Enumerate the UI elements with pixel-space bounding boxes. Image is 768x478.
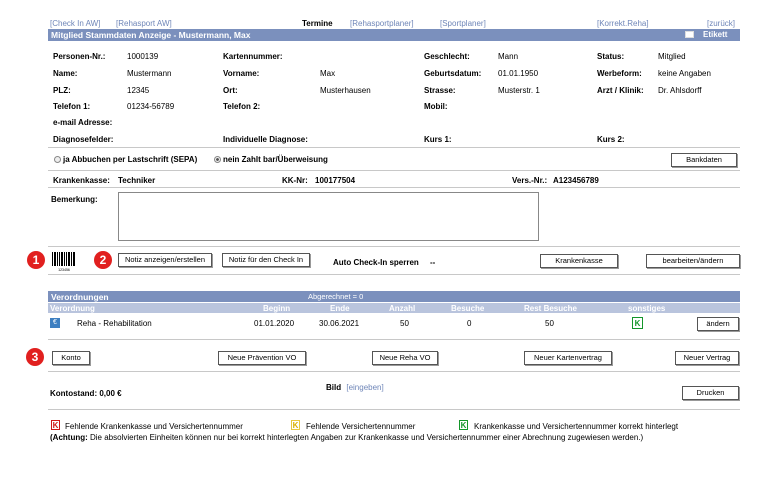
bemerkung-textarea[interactable] — [118, 192, 539, 241]
mobil-label: Mobil: — [424, 102, 448, 111]
krankenkasse-label: Krankenkasse: — [53, 176, 110, 185]
legend-yellow-text: Fehlende Versichertennummer — [306, 422, 416, 431]
bar-radio[interactable] — [214, 156, 221, 163]
nav-checkin-link[interactable]: [Check In AW] — [50, 19, 101, 28]
neuer-vertrag-button[interactable]: Neuer Vertrag — [675, 351, 739, 365]
col-ende: Ende — [330, 304, 350, 313]
neue-praevention-vo-button[interactable]: Neue Prävention VO — [218, 351, 306, 365]
nav-termine[interactable]: Termine — [302, 19, 333, 28]
bar-option[interactable] — [214, 155, 328, 164]
strasse-label: Strasse: — [424, 86, 456, 95]
personen-nr-value: 1000139 — [127, 52, 159, 61]
status-value: Mitglied — [658, 52, 686, 61]
bearbeiten-button[interactable]: bearbeiten/ändern — [646, 254, 740, 268]
ort-label: Ort: — [223, 86, 238, 95]
notiz-button[interactable]: Notiz anzeigen/erstellen — [118, 253, 212, 267]
col-rest-besuche: Rest Besuche — [524, 304, 577, 313]
marker-3: 3 — [26, 348, 44, 366]
werbeform-label: Werbeform: — [597, 69, 642, 78]
barcode-number: 123456 — [58, 268, 70, 272]
notiz-checkin-button[interactable]: Notiz für den Check In — [222, 253, 310, 267]
krankenkasse-button[interactable]: Krankenkasse — [540, 254, 618, 268]
geschlecht-value: Mann — [498, 52, 519, 61]
aendern-button[interactable]: ändern — [697, 317, 739, 331]
bankdaten-button[interactable]: Bankdaten — [671, 153, 737, 167]
legend-green-text: Krankenkasse und Versichertennummer korrekt hinterlegt — [474, 422, 679, 431]
row-besuche: 0 — [467, 319, 472, 328]
barcode-graphic — [52, 252, 76, 266]
verordnungen-bar — [48, 291, 740, 302]
marker-1: 1 — [27, 251, 45, 269]
drucken-button[interactable]: Drucken — [682, 386, 739, 400]
divider — [48, 246, 740, 247]
k-yellow-icon: K — [292, 421, 299, 430]
divider — [48, 371, 740, 372]
geburtsdatum-label: Geburtsdatum: — [424, 69, 482, 78]
barcode-icon[interactable] — [52, 252, 76, 270]
versnr-label: Vers.-Nr.: — [512, 176, 548, 185]
werbeform-value: keine Angaben — [658, 69, 711, 78]
col-anzahl: Anzahl — [389, 304, 416, 313]
col-verordnung: Verordnung — [50, 304, 95, 313]
kurs1-label: Kurs 1: — [424, 135, 452, 144]
divider — [48, 274, 740, 275]
kknr-label: KK-Nr: — [282, 176, 308, 185]
verordnungen-header — [48, 303, 740, 313]
kontostand: Kontostand: 0,00 € — [50, 389, 122, 398]
row-anzahl: 50 — [400, 319, 409, 328]
email-label: e-mail Adresse: — [53, 118, 113, 127]
bar-label: nein Zahlt bar/Überweisung — [223, 155, 328, 164]
vorname-label: Vorname: — [223, 69, 260, 78]
title-bar — [48, 29, 740, 41]
row-beginn: 01.01.2020 — [254, 319, 295, 328]
divider — [48, 409, 740, 410]
col-sonstiges: sonstiges — [628, 304, 666, 313]
row-rest-besuche: 50 — [545, 319, 554, 328]
row-ende: 30.06.2021 — [319, 319, 360, 328]
kknr-value: 100177504 — [315, 176, 356, 185]
etikett-label[interactable]: Etikett — [703, 30, 728, 39]
divider — [48, 187, 740, 188]
telefon2-label: Telefon 2: — [223, 102, 261, 111]
auto-checkin-label: Auto Check-In sperren — [333, 258, 419, 267]
divider — [48, 170, 740, 171]
strasse-value: Musterstr. 1 — [498, 86, 540, 95]
name-label: Name: — [53, 69, 78, 78]
name-value: Mustermann — [127, 69, 172, 78]
status-label: Status: — [597, 52, 625, 61]
legend-red-text: Fehlende Krankenkasse und Versichertennummer — [65, 422, 243, 431]
geschlecht-label: Geschlecht: — [424, 52, 470, 61]
abgerechnet-label: Abgerechnet = 0 — [308, 292, 364, 301]
neuer-kartenvertrag-button[interactable]: Neuer Kartenvertrag — [524, 351, 612, 365]
legend-note-bold: (Achtung: — [50, 433, 88, 442]
page-title: Mitglied Stammdaten Anzeige - Mustermann, Max — [51, 30, 251, 40]
plz-value: 12345 — [127, 86, 150, 95]
k-red-icon: K — [52, 421, 59, 430]
col-besuche: Besuche — [451, 304, 485, 313]
row-verordnung: Reha - Rehabilitation — [77, 319, 152, 328]
auto-checkin-value: -- — [430, 258, 436, 267]
arzt-label: Arzt / Klinik: — [597, 86, 644, 95]
plz-label: PLZ: — [53, 86, 71, 95]
telefon1-label: Telefon 1: — [53, 102, 91, 111]
legend-note-text: Die absolvierten Einheiten können nur bei korrekt hinterlegten Angaben zur Krankenkasse und Versichertennummer einer Abrechnung zugewiesen werden.) — [87, 433, 644, 442]
verordnungen-title: Verordnungen — [51, 292, 109, 302]
marker-2: 2 — [94, 251, 112, 269]
versnr-value: A123456789 — [553, 176, 599, 185]
nav-rehasportplaner-link[interactable]: [Rehasportplaner] — [350, 19, 414, 28]
personen-nr-label: Personen-Nr.: — [53, 52, 106, 61]
arzt-value: Dr. Ahlsdorff — [658, 86, 702, 95]
bild-section — [326, 383, 384, 392]
ort-value: Musterhausen — [320, 86, 371, 95]
bild-label: Bild — [326, 383, 342, 392]
nav-zurueck-link[interactable]: [zurück] — [707, 19, 736, 28]
nav-korrekt-reha-link[interactable]: [Korrekt.Reha] — [597, 19, 649, 28]
etikett-checkbox[interactable] — [685, 31, 694, 38]
sepa-option[interactable] — [54, 155, 197, 164]
krankenkasse-value: Techniker — [118, 176, 156, 185]
vorname-value: Max — [320, 69, 336, 78]
diagnosefelder-label: Diagnosefelder: — [53, 135, 114, 144]
individuelle-diagnose-label: Individuelle Diagnose: — [223, 135, 308, 144]
geburtsdatum-value: 01.01.1950 — [498, 69, 539, 78]
sepa-radio[interactable] — [54, 156, 61, 163]
kartennummer-label: Kartennummer: — [223, 52, 283, 61]
k-green-icon: K — [460, 421, 467, 430]
divider — [48, 147, 740, 148]
sepa-label: ja Abbuchen per Lastschrift (SEPA) — [63, 155, 198, 164]
euro-icon[interactable]: € — [50, 318, 60, 328]
k-status-icon: K — [632, 317, 643, 329]
divider — [48, 339, 740, 340]
col-beginn: Beginn — [263, 304, 291, 313]
kurs2-label: Kurs 2: — [597, 135, 625, 144]
telefon1-value: 01234-56789 — [127, 102, 175, 111]
legend-note — [50, 433, 643, 442]
bild-eingeben-link[interactable]: [eingeben] — [346, 383, 384, 392]
bemerkung-label: Bemerkung: — [51, 195, 98, 204]
nav-rehasport-link[interactable]: [Rehasport AW] — [116, 19, 172, 28]
neue-reha-vo-button[interactable]: Neue Reha VO — [372, 351, 438, 365]
nav-sportplaner-link[interactable]: [Sportplaner] — [440, 19, 486, 28]
konto-button[interactable]: Konto — [52, 351, 90, 365]
